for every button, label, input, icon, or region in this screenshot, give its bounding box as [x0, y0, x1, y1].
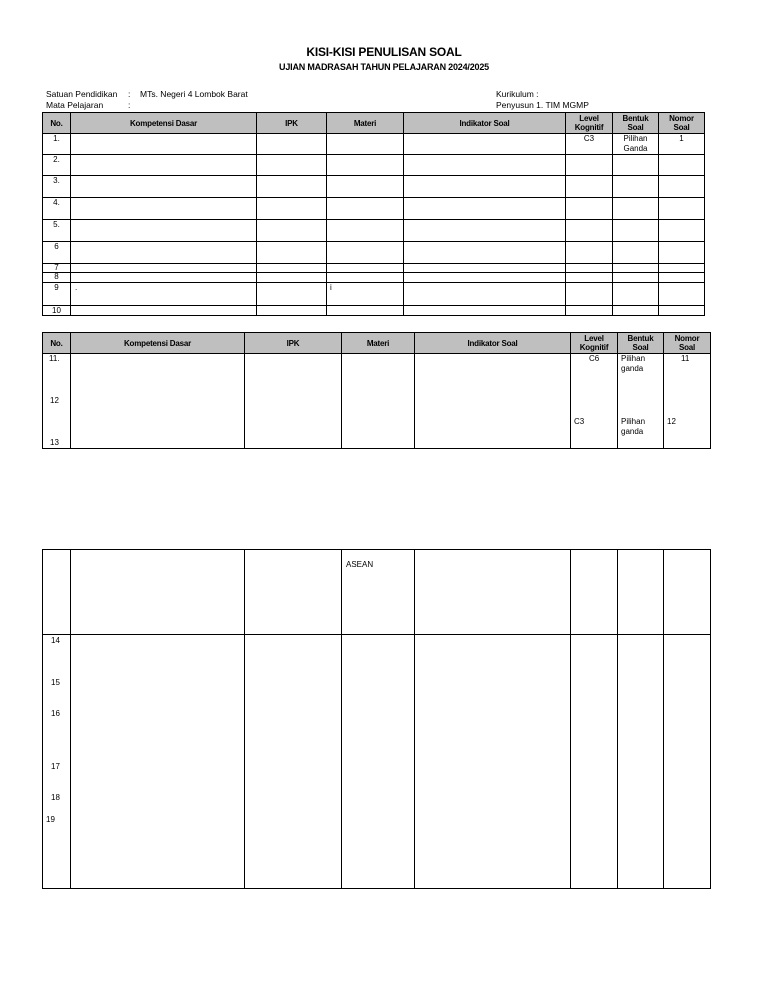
row-materi	[327, 134, 404, 155]
row-nomor	[659, 176, 705, 198]
row-kd: .	[71, 283, 257, 306]
row-materi: i	[327, 283, 404, 306]
row-materi	[327, 264, 404, 273]
row-bentuk: Pilihan Ganda	[613, 134, 659, 155]
row-no-19: 19	[46, 815, 55, 824]
row-level	[566, 273, 613, 283]
row-nomor	[664, 354, 711, 449]
table-header-row	[43, 333, 711, 354]
row-no: 1.	[43, 134, 71, 155]
bentuk-pilihan-ganda-a: Pilihan ganda	[621, 354, 646, 373]
row-no-14: 14	[51, 636, 60, 645]
row-indikator	[404, 155, 566, 176]
row-indikator	[404, 198, 566, 220]
row-bentuk	[613, 155, 659, 176]
row-nomor	[659, 220, 705, 242]
row-no-13: 13	[50, 438, 59, 447]
header-ipk: IPK	[257, 113, 327, 134]
satuan-value: MTs. Negeri 4 Lombok Barat	[140, 89, 248, 99]
row-no: 6	[43, 242, 71, 264]
row-ipk	[245, 550, 342, 635]
row-level	[571, 354, 618, 449]
penyusun-label: Penyusun 1. TIM MGMP	[496, 100, 589, 110]
row-indikator	[404, 176, 566, 198]
row-kd	[71, 354, 245, 449]
row-level	[566, 220, 613, 242]
row-ipk	[257, 220, 327, 242]
row-kd	[71, 306, 257, 316]
row-kd	[71, 264, 257, 273]
row-level	[566, 176, 613, 198]
row-nomor	[664, 635, 711, 889]
row-level: C3	[566, 134, 613, 155]
row-materi	[327, 242, 404, 264]
row-materi-asean: ASEAN	[342, 550, 415, 635]
row-nomor	[659, 198, 705, 220]
row-no-11: 11.	[49, 354, 60, 363]
header-indikator-soal: Indikator Soal	[404, 113, 566, 134]
row-no: 4.	[43, 198, 71, 220]
table-header-row	[43, 113, 705, 134]
kisi-table-2	[42, 332, 711, 449]
row-ipk	[245, 635, 342, 889]
row-kd	[71, 550, 245, 635]
row-indikator	[415, 550, 571, 635]
row-indikator	[404, 220, 566, 242]
row-materi	[327, 198, 404, 220]
row-ipk	[245, 354, 342, 449]
header-level-kognitif: Level Kognitif	[571, 333, 618, 354]
row-level	[566, 283, 613, 306]
header-nomor-soal: Nomor Soal	[659, 113, 705, 134]
row-nomor: 1	[659, 134, 705, 155]
row-level	[566, 264, 613, 273]
row-bentuk	[613, 306, 659, 316]
row-kd	[71, 155, 257, 176]
row-no: 9	[43, 283, 71, 306]
row-ipk	[257, 283, 327, 306]
table-row	[43, 220, 705, 242]
nomor-soal-12: 12	[667, 417, 676, 426]
row-no-17: 17	[51, 762, 60, 771]
table-row	[43, 550, 711, 635]
row-indikator	[404, 306, 566, 316]
header-no: No.	[43, 333, 71, 354]
row-nomor	[659, 273, 705, 283]
row-materi	[327, 176, 404, 198]
row-no-16: 16	[51, 709, 60, 718]
header-nomor-soal: Nomor Soal	[664, 333, 711, 354]
row-no-18: 18	[51, 793, 60, 802]
bentuk-pilihan-ganda-b: Pilihan ganda	[621, 417, 646, 436]
row-bentuk	[613, 273, 659, 283]
row-level	[571, 550, 618, 635]
row-bentuk	[613, 242, 659, 264]
row-bentuk	[618, 550, 664, 635]
row-level	[566, 198, 613, 220]
row-nomor	[664, 550, 711, 635]
satuan-colon: :	[128, 89, 131, 99]
row-indikator	[415, 354, 571, 449]
row-kd	[71, 273, 257, 283]
header-kompetensi-dasar: Kompetensi Dasar	[71, 333, 245, 354]
row-kd	[71, 198, 257, 220]
row-indikator	[404, 264, 566, 273]
row-bentuk	[613, 220, 659, 242]
row-nomor	[659, 242, 705, 264]
document-subtitle: UJIAN MADRASAH TAHUN PELAJARAN 2024/2025	[279, 62, 489, 72]
table-row	[43, 354, 711, 449]
row-level	[571, 635, 618, 889]
kurikulum-label: Kurikulum :	[496, 89, 539, 99]
mapel-label: Mata Pelajaran	[46, 100, 104, 110]
table-row	[43, 273, 705, 283]
row-level	[566, 306, 613, 316]
header-ipk: IPK	[245, 333, 342, 354]
row-ipk	[257, 306, 327, 316]
row-ipk	[257, 134, 327, 155]
row-level	[566, 155, 613, 176]
row-materi	[342, 354, 415, 449]
row-no-15: 15	[51, 678, 60, 687]
header-bentuk-soal: Bentuk Soal	[613, 113, 659, 134]
row-no: 5.	[43, 220, 71, 242]
row-bentuk	[613, 283, 659, 306]
row-indikator	[404, 134, 566, 155]
header-no: No.	[43, 113, 71, 134]
table-row	[43, 155, 705, 176]
table-row	[43, 635, 711, 889]
table-row	[43, 242, 705, 264]
row-ipk	[257, 242, 327, 264]
level-c6: C6	[589, 354, 600, 363]
header-indikator-soal: Indikator Soal	[415, 333, 571, 354]
row-materi	[327, 155, 404, 176]
row-indikator	[415, 635, 571, 889]
row-materi	[327, 273, 404, 283]
row-materi	[342, 635, 415, 889]
document-title: KISI-KISI PENULISAN SOAL	[306, 45, 462, 59]
row-ipk	[257, 198, 327, 220]
row-no: 2.	[43, 155, 71, 176]
row-nomor	[659, 264, 705, 273]
row-nomor	[659, 155, 705, 176]
row-no: 7	[43, 264, 71, 273]
table-row	[43, 283, 705, 306]
table-row	[43, 264, 705, 273]
row-kd	[71, 134, 257, 155]
row-ipk	[257, 155, 327, 176]
row-no: 10	[43, 306, 71, 316]
row-nomor	[659, 306, 705, 316]
kisi-table-1	[42, 112, 705, 316]
header-kompetensi-dasar: Kompetensi Dasar	[71, 113, 257, 134]
mapel-colon: :	[128, 100, 131, 110]
row-materi	[327, 220, 404, 242]
row-no: 3.	[43, 176, 71, 198]
row-ipk	[257, 264, 327, 273]
row-indikator	[404, 283, 566, 306]
row-bentuk	[618, 635, 664, 889]
row-materi	[327, 306, 404, 316]
table-row	[43, 198, 705, 220]
row-indikator	[404, 273, 566, 283]
header-materi: Materi	[327, 113, 404, 134]
row-indikator	[404, 242, 566, 264]
row-kd	[71, 176, 257, 198]
row-ipk	[257, 273, 327, 283]
kisi-table-3	[42, 549, 711, 889]
nomor-soal-11: 11	[681, 354, 690, 363]
row-kd	[71, 635, 245, 889]
row-no	[43, 550, 71, 635]
row-bentuk	[613, 264, 659, 273]
header-bentuk-soal: Bentuk Soal	[618, 333, 664, 354]
row-level	[566, 242, 613, 264]
table-row	[43, 176, 705, 198]
row-bentuk	[613, 176, 659, 198]
table-row	[43, 134, 705, 155]
row-nomor	[659, 283, 705, 306]
satuan-label: Satuan Pendidikan	[46, 89, 118, 99]
header-level-kognitif: Level Kognitif	[566, 113, 613, 134]
table-row	[43, 306, 705, 316]
row-ipk	[257, 176, 327, 198]
level-c3: C3	[574, 417, 585, 426]
header-materi: Materi	[342, 333, 415, 354]
row-kd	[71, 220, 257, 242]
row-no: 8	[43, 273, 71, 283]
row-bentuk	[613, 198, 659, 220]
row-kd	[71, 242, 257, 264]
row-no-12: 12	[50, 396, 59, 405]
